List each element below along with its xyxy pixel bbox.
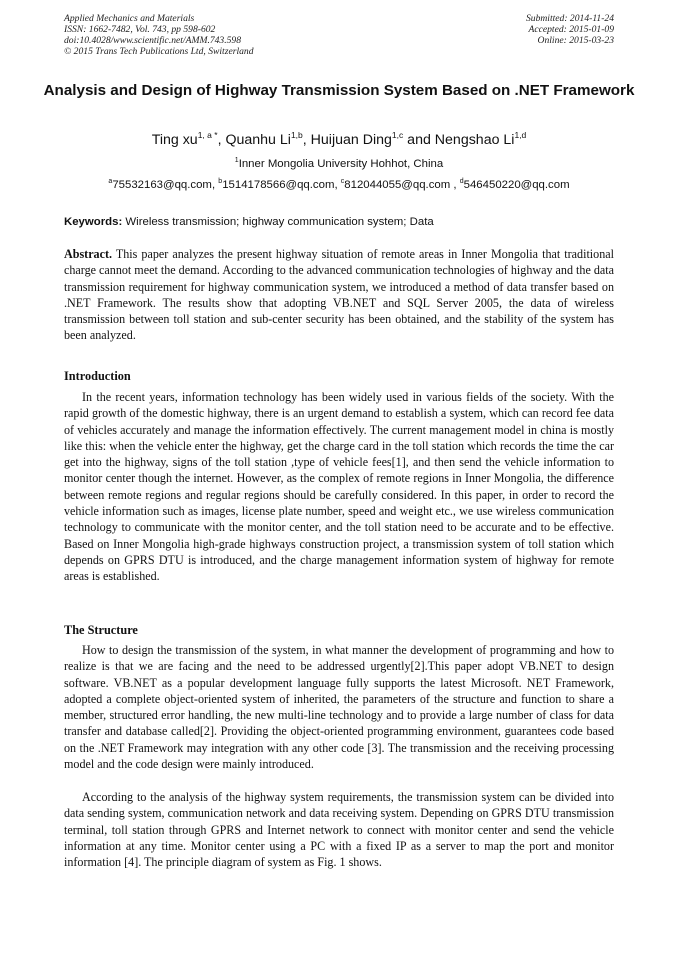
author-superscript: 1, a * — [197, 130, 218, 140]
author-name: Nengshao Li — [434, 132, 515, 148]
accepted-date: Accepted: 2015-01-09 — [528, 24, 614, 35]
email-superscript: b — [218, 178, 223, 185]
abstract-label: Abstract. — [64, 247, 113, 261]
author-list — [20, 131, 658, 149]
structure-heading: The Structure — [64, 623, 138, 637]
email-separator: , — [211, 179, 219, 191]
copyright-line: © 2015 Trans Tech Publications Ltd, Switzerland — [64, 46, 254, 57]
affiliation-superscript: 1 — [234, 157, 239, 164]
author-name: Huijuan Ding — [310, 132, 392, 148]
author-name: Ting xu — [151, 132, 198, 148]
paper-title: Analysis and Design of Highway Transmission System Based on .NET Framework — [43, 82, 635, 99]
author-separator: and — [403, 132, 435, 148]
affiliation — [20, 157, 658, 171]
online-date: Online: 2015-03-23 — [537, 35, 614, 46]
affiliation-text: Inner Mongolia University Hohhot, China — [238, 158, 444, 170]
journal-info-header — [64, 13, 254, 57]
author-name: Quanhu Li — [225, 132, 291, 148]
email-separator: , — [450, 179, 460, 191]
author-superscript: 1,b — [290, 130, 303, 140]
author-superscript: 1,d — [514, 130, 527, 140]
keywords-label: Keywords: — [64, 216, 123, 228]
introduction-heading: Introduction — [64, 369, 131, 383]
email-address: 75532163@qq.com — [112, 179, 212, 191]
issn-line: ISSN: 1662-7482, Vol. 743, pp 598-602 — [64, 24, 216, 35]
submitted-date: Submitted: 2014-11-24 — [525, 13, 614, 24]
author-separator: , — [217, 132, 226, 148]
email-list — [20, 178, 658, 192]
journal-name: Applied Mechanics and Materials — [64, 13, 195, 24]
doi-line: doi:10.4028/www.scientific.net/AMM.743.598 — [64, 35, 242, 46]
structure-paragraph-2: According to the analysis of the highway system requirements, the transmission system can be divided into data sending system, communication network and data receiving system. Depending on GPRS DTU transmission terminal, toll station through GPRS and Internet network to connect with monitor center and send the vehicle information at any time. Monitor center using a PC with a fixed IP as a server to map the port and monitor information [4]. The principle diagram of system as Fig. 1 shows. — [64, 790, 614, 870]
abstract — [64, 246, 614, 344]
keywords-text: Wireless transmission; highway communication system; Data — [125, 216, 434, 228]
author-separator: , — [302, 132, 311, 148]
introduction-paragraph: In the recent years, information technology has been widely used in various fields of the society. With the rapid growth of the domestic highway, there is an urgent demand to establish a system, which can record fee data of vehicles accurately and manage the information effectively. The current management model in china is mostly like this: when the vehicle enter the highway, get the charge card in the toll station which records the time the car get into the highway, signs of the toll station ,type of vehicle fees[1], and then send the vehicle information to monitor center though the internet. However, as the complex of remote regions in Inner Mongolia, the difference between remote regions and regular regions should be carefully considered. In this paper, in order to record the vehicle information such as images, license plate number, speed and weight etc., we use wireless communication technology to communicate with the monitor center, and the toll station need to be accurate and to be effective. Based on Inner Mongolia high-grade highways construction project, a transmission system of toll station which depends on GPRS DTU is introduced, and the charge management information system of highway for remote areas is established. — [64, 390, 614, 584]
email-address: 812044055@qq.com — [344, 179, 451, 191]
email-address: 1514178566@qq.com — [222, 179, 335, 191]
email-superscript: a — [108, 178, 113, 185]
abstract-text: This paper analyzes the present highway situation of remote areas in Inner Mongolia that traditional charge cannot meet the demand. According to the advanced communication technologies of highway and the data transmission requirement for highway communication system, we introduced a method of data transfer based on .NET Framework. The results show that adopting VB.NET and SQL Server 2005, the data of wireless transmission between toll station and sub-center security has been obtained, and the stability of the system has been analyzed. — [64, 247, 614, 343]
dates-header — [526, 13, 614, 46]
structure-paragraph-1: How to design the transmission of the system, in what manner the development of programming and how to realize is that we are facing and the need to be addressed urgently[2].This paper adopt VB.NET to design software. VB.NET as a popular development language fully supports the latest Microsoft. NET Framework, adopted a complete object-oriented system of inherited, the parameters of the structure and function to share a member, structured error handling, the new multi-line technology and to provide a large number of class for data transfer and database called[2]. Providing the object-oriented programming environment, guarantees code based on the .NET Framework may integration with any other code [3]. The transmission and the receiving processing model and the code design were mainly introduced. — [64, 643, 614, 772]
email-superscript: c — [340, 178, 345, 185]
keywords — [64, 215, 614, 229]
author-superscript: 1,c — [391, 130, 404, 140]
email-separator: , — [334, 179, 341, 191]
email-address: 546450220@qq.com — [463, 179, 570, 191]
email-superscript: d — [459, 178, 464, 185]
